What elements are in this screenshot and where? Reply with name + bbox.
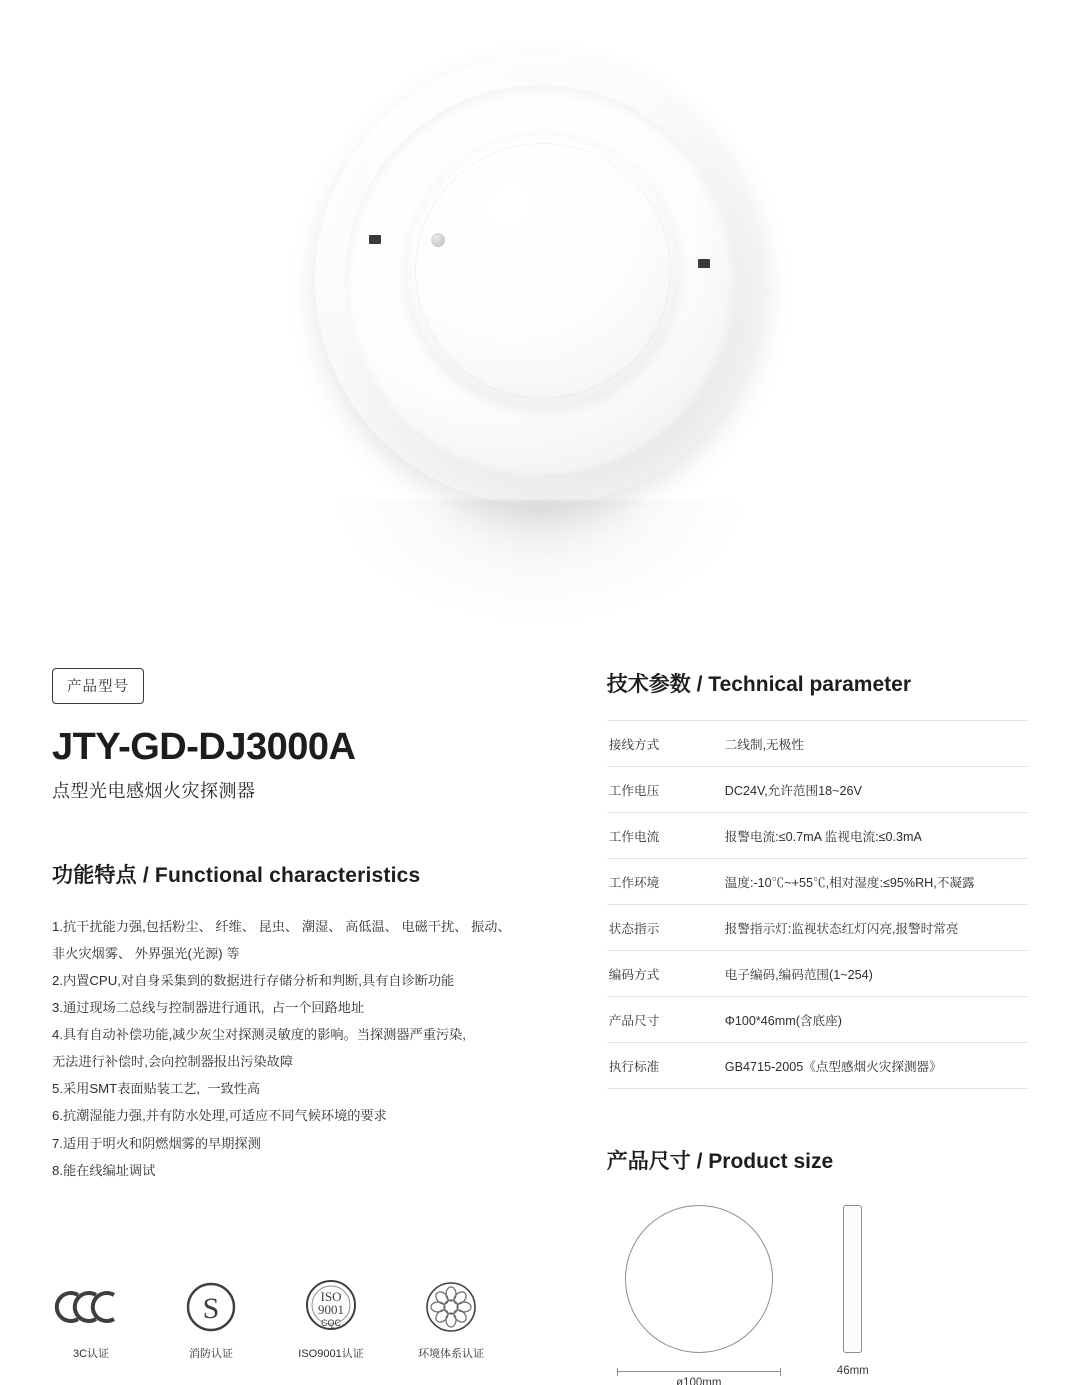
technical-title-cn: 技术参数 — [606, 673, 691, 696]
spec-key: 状态指示 — [608, 922, 660, 936]
table-row — [607, 951, 1028, 997]
certification-label: ISO9001认证 — [298, 1348, 364, 1360]
diameter-dimension-line — [617, 1371, 781, 1372]
hero-product-image — [0, 0, 1080, 640]
features-title-en: Functional characteristics — [154, 864, 421, 887]
certification-item — [52, 1276, 130, 1361]
fire-safety-certification-icon — [172, 1276, 250, 1338]
technical-title-sep: / — [690, 673, 709, 696]
table-row — [607, 1043, 1028, 1089]
right-column — [545, 668, 1028, 1385]
feature-line: 非火灾烟雾、 外界强光(光源) 等 — [52, 946, 240, 962]
diameter-label: ø100mm — [676, 1377, 722, 1385]
ccc-certification-icon — [52, 1276, 130, 1338]
side-view-diagram — [843, 1205, 862, 1353]
detector-vent-slot-left — [369, 235, 381, 244]
spec-value: 报警指示灯:监视状态红灯闪亮,报警时常亮 — [724, 922, 959, 936]
detector-vent-slot-right — [698, 259, 710, 268]
table-row — [607, 767, 1028, 813]
certification-label: 环境体系认证 — [418, 1348, 484, 1360]
detector-dome-seam — [415, 143, 671, 399]
features-title-cn: 功能特点 — [52, 864, 137, 887]
product-reflection — [340, 500, 740, 620]
table-row — [607, 905, 1028, 951]
features-heading — [52, 859, 515, 889]
certification-label: 消防认证 — [189, 1348, 233, 1360]
certification-item — [292, 1276, 370, 1361]
top-view-diagram — [625, 1205, 773, 1353]
spec-key: 编码方式 — [608, 968, 660, 982]
model-badge: 产品型号 — [52, 668, 144, 704]
spec-value: 温度:-10℃~+55℃,相对湿度:≤95%RH,不凝露 — [724, 876, 975, 890]
feature-line: 1.抗干扰能力强,包括粉尘、 纤维、 昆虫、 潮湿、 高低温、 电磁干扰、 振动、 — [52, 919, 511, 934]
spec-key: 工作电流 — [608, 830, 660, 844]
spec-value: 二线制,无极性 — [724, 738, 804, 752]
technical-parameter-table — [607, 720, 1028, 1089]
product-size-heading — [607, 1145, 1028, 1175]
table-row — [607, 721, 1028, 767]
product-size-title-en: Product size — [708, 1150, 834, 1173]
technical-heading — [607, 668, 1028, 698]
spec-key: 工作环境 — [608, 876, 660, 890]
product-model-title: JTY-GD-DJ3000A — [52, 726, 356, 768]
feature-line: 7.适用于明火和阴燃烟雾的早期探测 — [52, 1135, 261, 1151]
table-row — [607, 997, 1028, 1043]
product-size-diagrams — [607, 1205, 1028, 1385]
technical-title-en: Technical parameter — [708, 673, 911, 696]
svg-text:9001: 9001 — [318, 1302, 344, 1317]
spec-key: 执行标准 — [608, 1060, 660, 1074]
spec-value: 报警电流:≤0.7mA 监视电流:≤0.3mA — [724, 830, 922, 844]
iso9001-certification-icon — [292, 1276, 370, 1338]
features-title-sep: / — [136, 864, 155, 887]
spec-key: 产品尺寸 — [608, 1014, 660, 1028]
spec-key: 工作电压 — [608, 784, 660, 798]
feature-line: 6.抗潮湿能力强,并有防水处理,可适应不同气候环境的要求 — [52, 1108, 387, 1124]
thickness-label: 46mm — [836, 1365, 869, 1377]
spec-value: 电子编码,编码范围(1~254) — [724, 968, 873, 982]
feature-line: 4.具有自动补偿功能,减少灰尘对探测灵敏度的影响。当探测器严重污染, — [52, 1027, 466, 1043]
feature-line: 3.通过现场二总线与控制器进行通讯, 占一个回路地址 — [52, 1000, 365, 1016]
feature-line: 8.能在线编址调试 — [52, 1162, 156, 1178]
svg-text:S: S — [202, 1292, 220, 1325]
environmental-system-certification-icon — [412, 1276, 490, 1338]
product-size-title-sep: / — [690, 1150, 709, 1173]
svg-text:ISO: ISO — [320, 1289, 342, 1304]
spec-value: Φ100*46mm(含底座) — [724, 1014, 842, 1028]
feature-line: 无法进行补偿时,会向控制器报出污染故障 — [52, 1054, 294, 1070]
certification-item — [172, 1276, 250, 1361]
table-row — [607, 813, 1028, 859]
certification-row — [52, 1276, 490, 1361]
spec-key: 接线方式 — [608, 738, 660, 752]
detector-led-indicator — [431, 233, 445, 247]
feature-line: 2.内置CPU,对自身采集到的数据进行存储分析和判断,具有自诊断功能 — [52, 973, 455, 989]
product-size-title-cn: 产品尺寸 — [606, 1150, 691, 1173]
table-row — [607, 859, 1028, 905]
features-list — [52, 913, 515, 1184]
certification-label: 3C认证 — [72, 1348, 110, 1360]
smoke-detector-illustration — [315, 55, 765, 505]
spec-value: DC24V,允许范围18~26V — [724, 784, 862, 798]
certification-item — [412, 1276, 490, 1361]
svg-text:CQC: CQC — [321, 1318, 341, 1328]
spec-value: GB4715-2005《点型感烟火灾探测器》 — [724, 1060, 942, 1074]
feature-line: 5.采用SMT表面贴装工艺, 一致性高 — [52, 1081, 261, 1097]
product-subtitle: 点型光电感烟火灾探测器 — [52, 781, 256, 801]
